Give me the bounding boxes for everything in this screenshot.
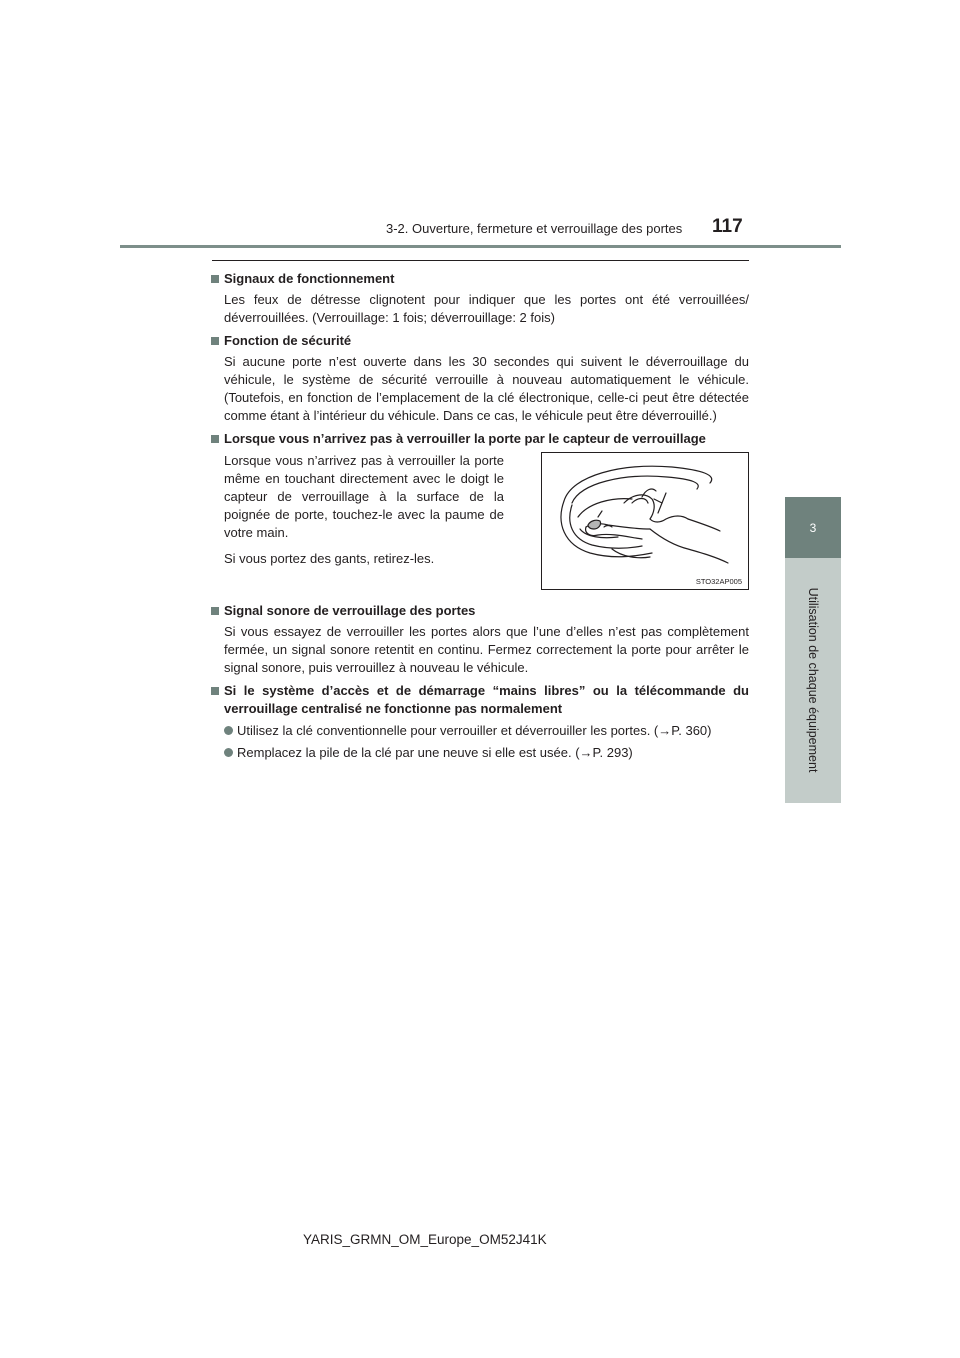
section-lock-sensor — [211, 430, 749, 590]
door-handle-illustration — [541, 452, 749, 590]
list-item-text[interactable]: Utilisez la clé conventionnelle pour verrouiller et déverrouiller les portes. (→P. 360) — [237, 723, 712, 738]
section-title — [211, 430, 749, 448]
figure-side-text — [224, 452, 504, 590]
list-item — [224, 722, 749, 740]
bullet-list — [224, 722, 749, 762]
section-door-lock-buzzer — [211, 602, 749, 677]
section-title-text: Signaux de fonctionnement — [224, 271, 395, 286]
section-body: Si aucune porte n’est ouverte dans les 30 secondes qui suivent le déverrouillage du véhicule, le système de sécurité verrouille à nouveau automatiquement le véhicule. (Toutefois, en fonction de l’emplacement de la clé électronique, celle-ci peut être détectée comme étant à l’intérieur du véhicule. Dans ce cas, le véhicule peut être déverrouillé.) — [224, 354, 749, 423]
section-title — [211, 332, 749, 350]
section-security-function — [211, 332, 749, 425]
page-number: 117 — [712, 216, 743, 237]
square-bullet-icon — [211, 435, 219, 443]
paragraph: Si vous portez des gants, retirez-les. — [224, 551, 435, 566]
section-title-text: Lorsque vous n’arrivez pas à verrouiller la porte par le capteur de verrouillage — [224, 431, 706, 446]
section-body: Si vous essayez de verrouiller les portes alors que l’une d’elles n’est pas complètement fermée, un signal sonore retentit en continu. Fermez correctement la porte pour arrêter le signal sonore, puis verrouillez à nouveau le véhicule. — [224, 624, 749, 675]
footer-document-code: YARIS_GRMN_OM_Europe_OM52J41K — [303, 1232, 547, 1247]
section-smart-entry-failure — [211, 682, 749, 762]
paragraph: Lorsque vous n’arrivez pas à verrouiller la porte même en touchant directement avec le doigt le capteur de verrouillage à la surface de la poignée de porte, touchez-le avec la paume de votre main. — [224, 453, 504, 540]
square-bullet-icon — [211, 687, 219, 695]
section-operation-signals — [211, 270, 749, 327]
section-title-text: Si le système d’accès et de démarrage “mains libres” ou la télécommande du verrouillage centralisé ne fonctionne pas normalement — [224, 683, 749, 716]
square-bullet-icon — [211, 607, 219, 615]
round-bullet-icon — [224, 748, 233, 757]
list-item — [224, 744, 749, 762]
header-section-title: 3-2. Ouverture, fermeture et verrouillage des portes — [386, 221, 683, 236]
hand-on-door-handle-icon — [542, 453, 748, 589]
text-with-figure — [224, 452, 749, 590]
page-content — [211, 270, 749, 767]
chapter-tab-title: Utilisation de chaque équipement — [806, 587, 820, 773]
square-bullet-icon — [211, 275, 219, 283]
list-item-text[interactable]: Remplacez la pile de la clé par une neuve si elle est usée. (→P. 293) — [237, 745, 633, 760]
square-bullet-icon — [211, 337, 219, 345]
chapter-tab-number[interactable]: 3 — [785, 497, 841, 558]
section-title — [211, 602, 749, 620]
section-title — [211, 682, 749, 718]
section-body: Les feux de détresse clignotent pour indiquer que les portes ont été verrouillées/ déverrouillées. (Verrouillage: 1 fois; déverrouillage: 2 fois) — [224, 292, 749, 325]
section-title-text: Signal sonore de verrouillage des portes — [224, 603, 476, 618]
figure-code: STO32AP005 — [695, 577, 742, 586]
section-title-text: Fonction de sécurité — [224, 333, 352, 348]
round-bullet-icon — [224, 726, 233, 735]
content-top-divider — [212, 260, 749, 261]
header-divider — [120, 245, 841, 248]
section-title — [211, 270, 749, 288]
